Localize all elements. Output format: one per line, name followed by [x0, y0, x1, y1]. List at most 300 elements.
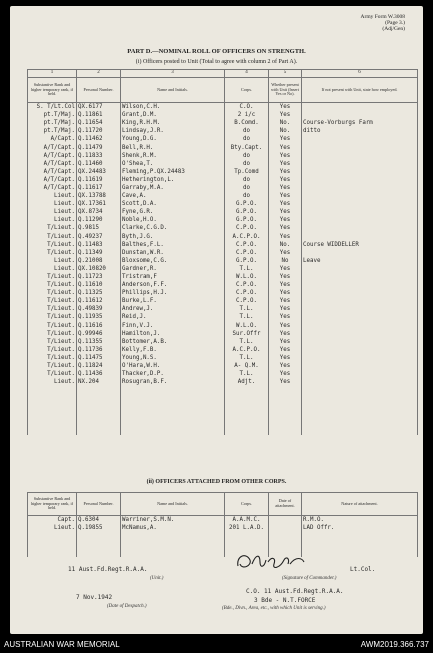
- cell-num: Q.11436: [77, 370, 121, 378]
- table-row: [28, 402, 418, 410]
- cell-rank: pt.T/Maj.: [28, 127, 77, 135]
- cell-name: Lindsay,J.R.: [121, 127, 225, 135]
- cell-num: [77, 533, 121, 541]
- cell-name: Fyne,G.R.: [121, 208, 225, 216]
- cell-name: [121, 386, 225, 394]
- cell-emp: [302, 184, 418, 192]
- cell-name: Finn,V.J.: [121, 322, 225, 330]
- cell-pres: Yes: [269, 378, 302, 386]
- cell-num: Q.11462: [77, 135, 121, 143]
- cell-emp: [302, 273, 418, 281]
- column-header: Personal Number.: [77, 78, 121, 103]
- cell-pres: Yes: [269, 168, 302, 176]
- cell-rank: Lieut.: [28, 216, 77, 224]
- cell-corps: W.L.O.: [225, 322, 269, 330]
- table-row: [28, 192, 418, 200]
- cell-name: [121, 533, 225, 541]
- cell-pres: Yes: [269, 362, 302, 370]
- cell-pres: Yes: [269, 184, 302, 192]
- cell-emp: [302, 346, 418, 354]
- table-row: [28, 297, 418, 305]
- cell-emp: Leave: [302, 257, 418, 265]
- part-d-title: PART D.—NOMINAL ROLL OF OFFICERS ON STRENGTH.: [127, 48, 306, 55]
- cell-emp: [302, 305, 418, 313]
- cell-emp: [302, 378, 418, 386]
- cell-rank: [28, 386, 77, 394]
- column-number: 1: [28, 70, 77, 78]
- cell-num: [77, 402, 121, 410]
- cell-pres: [269, 386, 302, 394]
- table-row: [28, 127, 418, 135]
- cell-pres: Yes: [269, 135, 302, 143]
- table-row: [28, 386, 418, 394]
- cell-emp: [302, 386, 418, 394]
- cell-num: Q.11483: [77, 241, 121, 249]
- cell-nature: [302, 549, 418, 557]
- table-row: [28, 143, 418, 151]
- cell-emp: [302, 297, 418, 305]
- brigade: 3 Bde - N.T.FORCE: [254, 597, 316, 604]
- cell-num: [77, 411, 121, 419]
- cell-emp: [302, 168, 418, 176]
- cell-corps: do: [225, 160, 269, 168]
- cell-name: O'Shea,T.: [121, 160, 225, 168]
- cell-name: [121, 549, 225, 557]
- table-row: [28, 354, 418, 362]
- cell-corps: do: [225, 152, 269, 160]
- table-row: [28, 313, 418, 321]
- cell-rank: Lieut.: [28, 200, 77, 208]
- cell-corps: A.C.P.O.: [225, 233, 269, 241]
- cell-num: QX.10820: [77, 265, 121, 273]
- column-header-row: [28, 78, 418, 103]
- cell-name: Clarke,C.G.D.: [121, 224, 225, 232]
- column-header: Name and Initials.: [121, 78, 225, 103]
- credit-institution: AUSTRALIAN WAR MEMORIAL: [4, 640, 120, 649]
- cell-emp: [302, 265, 418, 273]
- table-row: [28, 305, 418, 313]
- cell-num: Q.9815: [77, 224, 121, 232]
- cell-pres: Yes: [269, 330, 302, 338]
- cell-rank: T/Lieut.: [28, 346, 77, 354]
- cell-rank: pt.T/Maj.: [28, 111, 77, 119]
- cell-pres: Yes: [269, 354, 302, 362]
- attached-header-row: [28, 493, 418, 516]
- table-row: [28, 241, 418, 249]
- cell-name: [121, 427, 225, 435]
- cell-emp: [302, 152, 418, 160]
- table-row: [28, 346, 418, 354]
- cell-emp: [302, 402, 418, 410]
- form-number: [361, 14, 405, 32]
- cell-pres: Yes: [269, 103, 302, 112]
- cell-num: [77, 419, 121, 427]
- cell-nature: LAD Offr.: [302, 524, 418, 532]
- cell-rank: A/T/Capt.: [28, 176, 77, 184]
- cell-rank: T/Lieut.: [28, 273, 77, 281]
- cell-pres: Yes: [269, 370, 302, 378]
- cell-num: [77, 394, 121, 402]
- table-row: [28, 394, 418, 402]
- adj-ref: (Adj/Gen): [382, 26, 405, 32]
- cell-corps: G.P.O.: [225, 257, 269, 265]
- cell-rank: T/Lieut.: [28, 224, 77, 232]
- cell-corps: [225, 419, 269, 427]
- cell-rank: A/T/Capt.: [28, 160, 77, 168]
- cell-num: [77, 549, 121, 557]
- table-row: [28, 541, 418, 549]
- column-number: 3: [121, 70, 225, 78]
- cell-pres: Yes: [269, 160, 302, 168]
- cell-name: Anderson,F.F.: [121, 281, 225, 289]
- cell-name: Reid,J.: [121, 313, 225, 321]
- cell-corps: T.L.: [225, 370, 269, 378]
- cell-num: Q.11610: [77, 281, 121, 289]
- cell-pres: Yes: [269, 313, 302, 321]
- cell-corps: Sur.Offr: [225, 330, 269, 338]
- table-row: [28, 533, 418, 541]
- table-row: [28, 322, 418, 330]
- table-row: [28, 362, 418, 370]
- cell-rank: T/Lieut.: [28, 362, 77, 370]
- table-row: [28, 370, 418, 378]
- page-ref: (Page 3.): [385, 20, 405, 26]
- cell-emp: [302, 192, 418, 200]
- cell-rank: T/Lieut.: [28, 289, 77, 297]
- cell-emp: [302, 216, 418, 224]
- cell-num: Q.11612: [77, 297, 121, 305]
- cell-num: QX.24483: [77, 168, 121, 176]
- cell-emp: [302, 103, 418, 112]
- cell-corps: [225, 394, 269, 402]
- column-header: Whether present with Unit (Insert Yes or No).: [269, 78, 302, 103]
- cell-name: McNamus,A.: [121, 524, 225, 532]
- cell-emp: [302, 289, 418, 297]
- column-header: Corps.: [225, 78, 269, 103]
- cell-corps: do: [225, 127, 269, 135]
- cell-corps: A- Q.M.: [225, 362, 269, 370]
- table-row: [28, 103, 418, 112]
- table-row: [28, 273, 418, 281]
- cell-pres: Yes: [269, 208, 302, 216]
- credit-accession: AWM2019.366.737: [360, 640, 429, 649]
- table-row: [28, 419, 418, 427]
- cell-name: Warriner,S.M.N.: [121, 516, 225, 525]
- cell-rank: [28, 419, 77, 427]
- cell-num: [77, 427, 121, 435]
- cell-name: Byth,J.G.: [121, 233, 225, 241]
- cell-num: Q.11824: [77, 362, 121, 370]
- cell-name: Cave,A.: [121, 192, 225, 200]
- cell-num: Q.11617: [77, 184, 121, 192]
- cell-corps: C.O.: [225, 103, 269, 112]
- cell-pres: Yes: [269, 265, 302, 273]
- cell-name: Scott,D.A.: [121, 200, 225, 208]
- cell-num: Q.11720: [77, 127, 121, 135]
- cell-rank: Lieut.: [28, 208, 77, 216]
- table-row: [28, 427, 418, 435]
- cell-rank: A/T/Capt.: [28, 143, 77, 151]
- table-row: [28, 119, 418, 127]
- cell-name: O'Hara,W.H.: [121, 362, 225, 370]
- cell-num: Q.11723: [77, 273, 121, 281]
- cell-pres: Yes: [269, 143, 302, 151]
- cell-name: [121, 402, 225, 410]
- table-row: [28, 135, 418, 143]
- column-header: Substantive Rank and higher temporary rank, if held.: [28, 493, 77, 516]
- cell-rank: Lieut.: [28, 265, 77, 273]
- table-row: [28, 524, 418, 532]
- commander-title: C.O. 11 Aust.Fd.Regt.R.A.A.: [246, 588, 344, 595]
- column-header: Substantive Rank and higher temporary rank, if held.: [28, 78, 77, 103]
- cell-pres: Yes: [269, 152, 302, 160]
- cell-corps: T.L.: [225, 313, 269, 321]
- cell-pres: Yes: [269, 322, 302, 330]
- cell-nature: [302, 541, 418, 549]
- table-row: [28, 265, 418, 273]
- cell-num: Q.11460: [77, 160, 121, 168]
- table-row: [28, 281, 418, 289]
- cell-name: Hetherington,L.: [121, 176, 225, 184]
- cell-name: Balthes,F.L.: [121, 241, 225, 249]
- cell-nature: [302, 533, 418, 541]
- cell-pres: Yes: [269, 273, 302, 281]
- cell-pres: Yes: [269, 338, 302, 346]
- cell-emp: [302, 160, 418, 168]
- unit-caption: (Unit.): [150, 576, 164, 581]
- cell-corps: 201 L.A.D.: [225, 524, 269, 532]
- cell-rank: Lieut.: [28, 378, 77, 386]
- cell-name: Tristram,F: [121, 273, 225, 281]
- table-row: [28, 289, 418, 297]
- table-row: [28, 111, 418, 119]
- cell-emp: [302, 224, 418, 232]
- cell-num: Q.11833: [77, 152, 121, 160]
- cell-corps: Bty.Capt.: [225, 143, 269, 151]
- cell-num: Q.21008: [77, 257, 121, 265]
- table-row: [28, 411, 418, 419]
- attached-title: (ii) OFFICERS ATTACHED FROM OTHER CORPS.: [146, 479, 287, 485]
- brigade-caption: (Bde., Divn., Area, etc., with which Unit is serving.): [222, 606, 326, 611]
- cell-emp: [302, 419, 418, 427]
- cell-num: Q.6304: [77, 516, 121, 525]
- cell-pres: No.: [269, 241, 302, 249]
- cell-rank: [28, 427, 77, 435]
- cell-corps: Tp.Comd: [225, 168, 269, 176]
- cell-num: Q.99946: [77, 330, 121, 338]
- cell-name: Shenk,R.M.: [121, 152, 225, 160]
- cell-num: QX.6177: [77, 103, 121, 112]
- column-header: Date of attachment.: [269, 493, 302, 516]
- cell-pres: Yes: [269, 249, 302, 257]
- table-row: [28, 176, 418, 184]
- cell-nature: R.M.O.: [302, 516, 418, 525]
- officers-roll-table: [27, 69, 418, 435]
- cell-num: Q.49839: [77, 305, 121, 313]
- cell-rank: [28, 549, 77, 557]
- cell-corps: [225, 386, 269, 394]
- cell-pres: Yes: [269, 192, 302, 200]
- cell-name: [121, 394, 225, 402]
- cell-name: [121, 411, 225, 419]
- cell-rank: A/Capt.: [28, 135, 77, 143]
- cell-name: Kelly,F.B.: [121, 346, 225, 354]
- cell-rank: T/Lieut.: [28, 322, 77, 330]
- column-header: Name and Initials.: [121, 493, 225, 516]
- cell-num: Q.11861: [77, 111, 121, 119]
- cell-num: QX.8734: [77, 208, 121, 216]
- cell-rank: Lieut.: [28, 192, 77, 200]
- cell-pres: Yes: [269, 224, 302, 232]
- cell-rank: T/Lieut.: [28, 313, 77, 321]
- cell-rank: T/Lieut.: [28, 330, 77, 338]
- cell-pres: [269, 427, 302, 435]
- cell-pres: Yes: [269, 346, 302, 354]
- cell-num: Q.11935: [77, 313, 121, 321]
- attached-officers-table: [27, 492, 418, 557]
- cell-name: Andrew,J.: [121, 305, 225, 313]
- cell-emp: [302, 370, 418, 378]
- cell-num: Q.11619: [77, 176, 121, 184]
- cell-corps: Adjt.: [225, 378, 269, 386]
- cell-corps: C.P.O.: [225, 241, 269, 249]
- cell-name: Hamilton,J.: [121, 330, 225, 338]
- column-header: Nature of attachment.: [302, 493, 418, 516]
- cell-num: Q.11616: [77, 322, 121, 330]
- part-d-subtitle: (i) Officers posted to Unit (Total to agree with column 2 of Part A).: [135, 59, 298, 65]
- table-row: [28, 257, 418, 265]
- column-header: If not present with Unit, state how employed.: [302, 78, 418, 103]
- cell-rank: A/T/Capt.: [28, 152, 77, 160]
- cell-rank: [28, 533, 77, 541]
- cell-emp: [302, 200, 418, 208]
- cell-emp: [302, 249, 418, 257]
- cell-name: Young,N.S.: [121, 354, 225, 362]
- cell-num: Q.49237: [77, 233, 121, 241]
- cell-name: [121, 419, 225, 427]
- cell-emp: [302, 322, 418, 330]
- cell-corps: G.P.O.: [225, 216, 269, 224]
- cell-pres: [269, 411, 302, 419]
- document-sheet: [10, 6, 423, 634]
- cell-num: Q.11736: [77, 346, 121, 354]
- cell-corps: do: [225, 135, 269, 143]
- cell-corps: C.P.O.: [225, 249, 269, 257]
- table-row: [28, 330, 418, 338]
- cell-pres: [269, 419, 302, 427]
- table-row: [28, 338, 418, 346]
- cell-name: Gardner,R.: [121, 265, 225, 273]
- cell-rank: T/Lieut.: [28, 241, 77, 249]
- cell-pres: No.: [269, 119, 302, 127]
- cell-rank: pt.T/Maj.: [28, 119, 77, 127]
- cell-rank: Capt.: [28, 516, 77, 525]
- cell-emp: [302, 330, 418, 338]
- cell-pres: Yes: [269, 233, 302, 241]
- cell-num: Q.11355: [77, 338, 121, 346]
- cell-name: Bottomer,A.B.: [121, 338, 225, 346]
- cell-num: QX.13788: [77, 192, 121, 200]
- cell-rank: S. T/Lt.Col: [28, 103, 77, 112]
- cell-num: NX.204: [77, 378, 121, 386]
- cell-corps: B.Comd.: [225, 119, 269, 127]
- cell-corps: C.P.O.: [225, 297, 269, 305]
- cell-emp: [302, 281, 418, 289]
- cell-num: Q.11654: [77, 119, 121, 127]
- column-number: 2: [77, 70, 121, 78]
- cell-corps: T.L.: [225, 354, 269, 362]
- cell-rank: Lieut.: [28, 257, 77, 265]
- cell-corps: 2 i/c: [225, 111, 269, 119]
- cell-emp: [302, 208, 418, 216]
- cell-corps: T.L.: [225, 265, 269, 273]
- cell-emp: [302, 176, 418, 184]
- table-row: [28, 233, 418, 241]
- table-row: [28, 184, 418, 192]
- cell-name: Rosugran,B.F.: [121, 378, 225, 386]
- cell-corps: T.L.: [225, 338, 269, 346]
- signature-caption: (Signature of Commander.): [282, 576, 337, 581]
- cell-pres: Yes: [269, 297, 302, 305]
- cell-corps: [225, 427, 269, 435]
- cell-name: Young,D.G.: [121, 135, 225, 143]
- cell-name: Garraby,M.A.: [121, 184, 225, 192]
- cell-pres: Yes: [269, 281, 302, 289]
- cell-date: [269, 533, 302, 541]
- cell-corps: A.C.P.O.: [225, 346, 269, 354]
- cell-date: [269, 541, 302, 549]
- cell-emp: ditto: [302, 127, 418, 135]
- cell-name: Grant,D.M.: [121, 111, 225, 119]
- cell-corps: do: [225, 192, 269, 200]
- table-row: [28, 208, 418, 216]
- credit-bar: [0, 639, 433, 653]
- form-id: Army Form W.3008: [360, 14, 405, 20]
- cell-rank: T/Lieut.: [28, 338, 77, 346]
- cell-pres: [269, 394, 302, 402]
- table-row: [28, 516, 418, 525]
- cell-pres: Yes: [269, 289, 302, 297]
- table-row: [28, 249, 418, 257]
- cell-name: [121, 541, 225, 549]
- despatch-date: 7 Nov.1942: [76, 594, 113, 601]
- table-row: [28, 160, 418, 168]
- cell-rank: A/T/Capt.: [28, 168, 77, 176]
- cell-pres: No.: [269, 127, 302, 135]
- cell-rank: T/Lieut.: [28, 305, 77, 313]
- table-row: [28, 168, 418, 176]
- column-header: Personal Number.: [77, 493, 121, 516]
- cell-pres: Yes: [269, 216, 302, 224]
- cell-corps: W.L.O.: [225, 273, 269, 281]
- cell-emp: [302, 411, 418, 419]
- cell-corps: [225, 411, 269, 419]
- cell-rank: [28, 402, 77, 410]
- cell-pres: Yes: [269, 111, 302, 119]
- cell-corps: G.P.O.: [225, 208, 269, 216]
- cell-corps: [225, 402, 269, 410]
- cell-emp: [302, 135, 418, 143]
- cell-emp: [302, 143, 418, 151]
- cell-name: Wilson,C.H.: [121, 103, 225, 112]
- cell-name: Noble,H.O.: [121, 216, 225, 224]
- cell-corps: G.P.O.: [225, 200, 269, 208]
- cell-name: Bloxsome,C.G.: [121, 257, 225, 265]
- table-row: [28, 216, 418, 224]
- cell-name: King,R.H.M.: [121, 119, 225, 127]
- cell-emp: [302, 354, 418, 362]
- cell-num: [77, 386, 121, 394]
